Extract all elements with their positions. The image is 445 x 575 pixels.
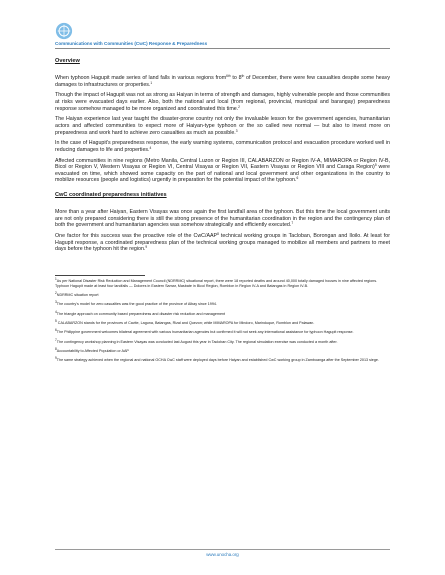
- footer-divider: [55, 549, 390, 550]
- footnote-ref-5[interactable]: 5: [374, 163, 377, 168]
- footnote: $^7$The contingency workshop planning in Eastern Visayas was conducted last August this year in Tacloban City. The regional simulation exercise was conducted a month after.: [55, 337, 338, 344]
- overview-paragraph-2: Though the impact of Hagupit was not as strong as Haiyan in terms of strength and damages, highly vulnerable people and those communities at risks were evacuated days earlier. Also, both the national and local (from regional, provincial, municipal and barangay) preparedness response somehow managed to be more organized and coordinated this time.$^2$: [55, 92, 390, 112]
- overview-heading: Overview: [55, 58, 80, 64]
- footer-link[interactable]: www.unocha.org: [206, 552, 239, 557]
- footnote-ref-7[interactable]: 7: [291, 221, 294, 226]
- overview-paragraph-4: In the case of Hagupit's preparedness response, the early warning systems, communication protocol and evacuation procedure worked well in reducing damages to life and properties.$^4$: [55, 140, 390, 153]
- un-ocha-logo-icon: [55, 22, 73, 40]
- footnote: $^8$Accountability to Affected Population or AAP: [55, 346, 129, 353]
- footnote-ref-9[interactable]: 9: [145, 245, 148, 250]
- footnotes-divider: [55, 275, 145, 276]
- footnote: $^1$As per National Disaster Risk Reduction and Management Council (NDRRMC) situational report, there were 18 reported deaths and around 40,000 totally damaged houses in nine affected regions. Typhoon Hagupit made at least four landfalls — Dolores in Eastern Samar, Masbate in Bicol Region, Romblon in Region IV-A and Batangas in Region IV-B.: [55, 276, 378, 288]
- cwc-paragraph-1: More than a year after Haiyan, Eastern Visayas was once again the first landfall area of the typhoon. But this time the local government units are not only prepared considering there is still the strong presence of the humanitarian coordination in the region and the contingency plan of both the government and humanitarian agencies was somehow strategically and efficiently executed.$^7$: [55, 209, 390, 229]
- footnotes: [55, 276, 390, 363]
- footnote: $^2$NDRRMC situation report: [55, 291, 99, 298]
- main-content: [55, 58, 390, 367]
- cwc-heading: CwC coordinated preparedness initiatives: [55, 192, 167, 199]
- footnote: $^5$ CALABARZON stands for the provinces of Cavite, Laguna, Batangas, Rizal and Quezon; while MIMAROPA for Mindoro, Marinduque, Romblon and Palawan.: [55, 319, 315, 325]
- footnote: $^4$The triangle approach on community based preparedness and disaster risk reduction and management: [55, 309, 226, 316]
- footnote-ref-2[interactable]: 2: [238, 104, 240, 109]
- cwc-paragraph-2: One factor for this success was the proactive role of the CwC/AAP$^8$ technical working groups in Tacloban, Borongan and Iloilo. At least for Hagupit response, a coordinated preparedness plan of the technical working groups managed to mobilize all members and partners to meet days before the typhoon hit the region.$^9$: [55, 232, 390, 253]
- footnote-ref-4[interactable]: 4: [149, 145, 152, 150]
- footnote-ref-3[interactable]: 3: [235, 128, 238, 133]
- footnote: $^3$The country's model for zero casualties was the good practice of the province of Albay since 1994.: [55, 300, 217, 307]
- header-divider: [55, 48, 390, 49]
- footnote-ref-6[interactable]: 6: [296, 176, 299, 181]
- overview-paragraph-5: Affected communities in nine regions (Metro Manila, Central Luzon or Region III, CALABARZON or Region IV-A, MIMAROPA or Region IV-B, Bicol or Region V, Western Visayas or Region VI, Central Visayas or Region VII, Eastern Visayas or Region VIII and Caraga Region)$^5$ were evacuated on time, which showed some capacity on the part of national and local government and other organizations in the country to mobilize resources (people and logistics) urgently in preparation for the potential impact of the typhoon.$^6$: [55, 157, 390, 184]
- footnote: $^9$The same strategy achieved when the regional and national OCHA CwC staff were deployed days before Haiyan and established CwC working group in Zamboanga after the September 2013 siege.: [55, 356, 379, 363]
- footnote-ref-1[interactable]: 1: [150, 80, 153, 85]
- overview-paragraph-1: When typhoon Hagupit made series of land falls in various regions from$^{6th}$ to 8th of December, there were few casualties despite some heavy damages to infrastructures or properties.$^1$: [55, 74, 390, 88]
- report-title: Communications with Communities (CwC) Response & Preparedness: [55, 41, 208, 46]
- footnote-ref-8[interactable]: 8: [217, 232, 219, 237]
- overview-paragraph-3: The Haiyan experience last year taught the disaster-prone country not only the invaluable lesson for the government agencies, humanitarian actors and affected communities to expect more of Haiyan-type typhoon or the so called new normal — but also to invest more on preparedness and work hard to achieve zero casualties as much as possible.$^3$: [55, 116, 390, 136]
- footnote: $^6$The Philippine government welcomes bilateral agreement with various humanitarian agencies but confirmed it will not seek any international assistance for typhoon Hagupit response.: [55, 328, 354, 335]
